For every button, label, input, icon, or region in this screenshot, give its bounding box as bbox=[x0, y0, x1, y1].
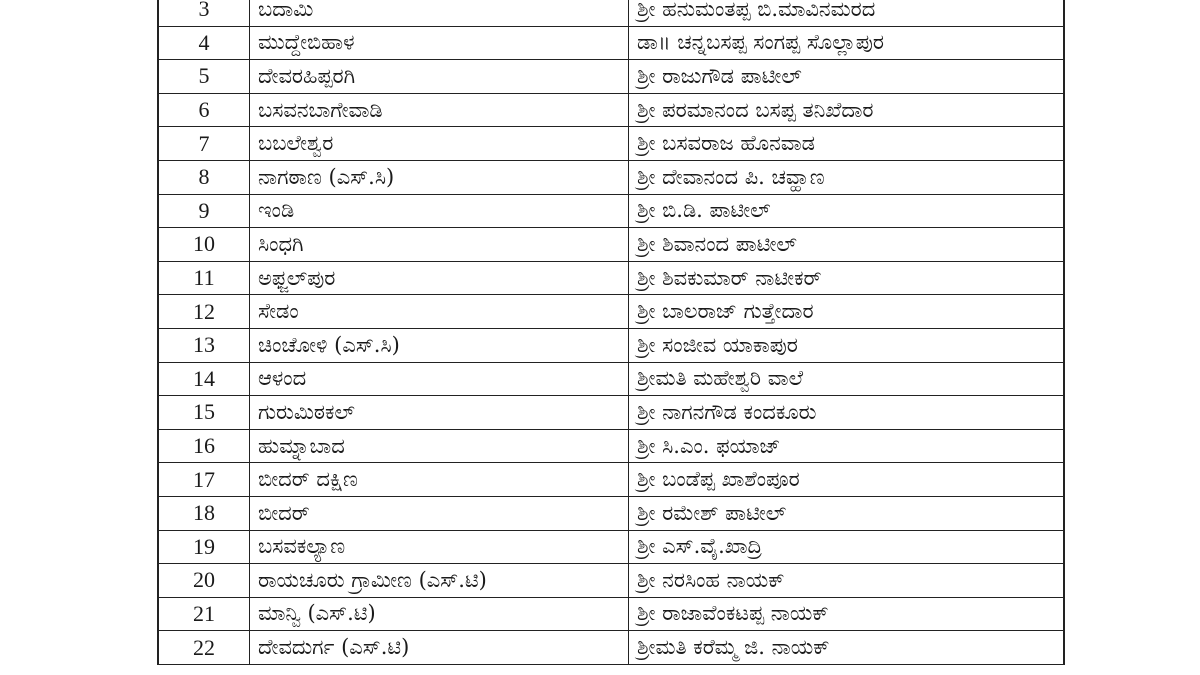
serial-number-cell: 10 bbox=[159, 228, 250, 261]
table-row bbox=[159, 598, 1063, 632]
serial-number-cell: 3 bbox=[159, 0, 250, 26]
table-row bbox=[159, 228, 1063, 262]
candidate-name-cell: ಶ್ರೀ ಶಿವಕುಮಾರ್ ನಾಟೀಕರ್ bbox=[637, 265, 822, 290]
candidate-name-cell: ಶ್ರೀ ಶಿವಾನಂದ ಪಾಟೀಲ್ bbox=[637, 231, 797, 256]
serial-number-cell: 21 bbox=[159, 598, 250, 631]
constituency-cell: ಹುಮ್ನಾಬಾದ bbox=[250, 430, 629, 463]
candidate-name-cell: ಶ್ರೀ ದೇವಾನಂದ ಪಿ. ಚವ್ಹಾಣ bbox=[637, 164, 825, 189]
candidate-name-cell: ಶ್ರೀ ನಾಗನಗೌಡ ಕಂದಕೂರು bbox=[637, 399, 817, 424]
table-row bbox=[159, 60, 1063, 94]
table-row bbox=[159, 94, 1063, 128]
table-row bbox=[159, 430, 1063, 464]
constituency-cell: ಇಂಡಿ bbox=[250, 195, 629, 228]
serial-number-cell: 5 bbox=[159, 60, 250, 93]
serial-number-cell: 16 bbox=[159, 430, 250, 463]
serial-number-cell: 6 bbox=[159, 94, 250, 127]
table-row bbox=[159, 463, 1063, 497]
candidate-name-cell: ಶ್ರೀಮತಿ ಕರೆಮ್ಮ ಜಿ. ನಾಯಕ್ bbox=[637, 635, 830, 660]
constituency-cell: ನಾಗಠಾಣ (ಎಸ್.ಸಿ) bbox=[250, 161, 629, 194]
table-row bbox=[159, 396, 1063, 430]
candidate-name-cell: ಶ್ರೀ ಸಂಜೀವ ಯಾಕಾಪುರ bbox=[637, 332, 798, 357]
constituency-cell: ಸೇಡಂ bbox=[250, 295, 629, 328]
constituency-cell: ಮಾನ್ವಿ (ಎಸ್.ಟಿ) bbox=[250, 598, 629, 631]
serial-number-cell: 11 bbox=[159, 262, 250, 295]
candidate-name-cell: ಶ್ರೀ ಬಿ.ಡಿ. ಪಾಟೀಲ್ bbox=[637, 198, 771, 223]
candidate-name-cell: ಶ್ರೀ ಬಾಲರಾಜ್ ಗುತ್ತೇದಾರ bbox=[637, 299, 814, 324]
constituency-cell: ಬಸವನಬಾಗೇವಾಡಿ bbox=[250, 94, 629, 127]
candidate-name-cell: ಶ್ರೀ ಸಿ.ಎಂ. ಫಯಾಜ್ bbox=[637, 433, 781, 458]
constituency-cell: ಗುರುಮಿಠಕಲ್ bbox=[250, 396, 629, 429]
serial-number-cell: 18 bbox=[159, 497, 250, 530]
constituency-cell: ದೇವದುರ್ಗ (ಎಸ್.ಟಿ) bbox=[250, 631, 629, 664]
serial-number-cell: 13 bbox=[159, 329, 250, 362]
serial-number-cell: 20 bbox=[159, 564, 250, 597]
candidate-name-cell: ಶ್ರೀ ಎಸ್.ವೈ.ಖಾದ್ರಿ bbox=[637, 534, 762, 559]
constituency-cell: ಬದಾಮಿ bbox=[250, 0, 629, 26]
candidate-name-cell: ಶ್ರೀ ರಾಜುಗೌಡ ಪಾಟೀಲ್ bbox=[637, 63, 802, 88]
table-row bbox=[159, 262, 1063, 296]
table-row bbox=[159, 0, 1063, 27]
serial-number-cell: 15 bbox=[159, 396, 250, 429]
candidate-name-cell: ಶ್ರೀ ಬಸವರಾಜ ಹೊನವಾಡ bbox=[637, 131, 816, 156]
candidate-name-cell: ಶ್ರೀಮತಿ ಮಹೇಶ್ವರಿ ವಾಲೆ bbox=[637, 366, 804, 391]
serial-number-cell: 7 bbox=[159, 127, 250, 160]
serial-number-cell: 22 bbox=[159, 631, 250, 664]
table-row bbox=[159, 295, 1063, 329]
constituency-cell: ಬಬಲೇಶ್ವರ bbox=[250, 127, 629, 160]
table-row bbox=[159, 564, 1063, 598]
candidate-list-table bbox=[157, 0, 1065, 665]
constituency-cell: ಬಸವಕಲ್ಯಾಣ bbox=[250, 531, 629, 564]
table-row bbox=[159, 329, 1063, 363]
candidate-name-cell: ಶ್ರೀ ಬಂಡೆಪ್ಪ ಖಾಶೆಂಪೂರ bbox=[637, 467, 800, 492]
table-row bbox=[159, 127, 1063, 161]
table-row bbox=[159, 363, 1063, 397]
serial-number-cell: 12 bbox=[159, 295, 250, 328]
table-row bbox=[159, 195, 1063, 229]
table-row bbox=[159, 497, 1063, 531]
candidate-name-cell: ಶ್ರೀ ಪರಮಾನಂದ ಬಸಪ್ಪ ತನಿಖೆದಾರ bbox=[637, 97, 874, 122]
constituency-cell: ಮುದ್ದೇಬಿಹಾಳ bbox=[250, 27, 629, 60]
candidate-name-cell: ಶ್ರೀ ರಾಜಾವೆಂಕಟಪ್ಪ ನಾಯಕ್ bbox=[637, 601, 829, 626]
candidate-name-cell: ಡಾ॥ ಚನ್ನಬಸಪ್ಪ ಸಂಗಪ್ಪ ಸೊಲ್ಲಾಪುರ bbox=[637, 30, 884, 55]
table-row bbox=[159, 631, 1063, 665]
serial-number-cell: 14 bbox=[159, 363, 250, 396]
serial-number-cell: 17 bbox=[159, 463, 250, 496]
constituency-cell: ಬೀದರ್ ದಕ್ಷಿಣ bbox=[250, 463, 629, 496]
constituency-cell: ಸಿಂಧಗಿ bbox=[250, 228, 629, 261]
candidate-name-cell: ಶ್ರೀ ನರಸಿಂಹ ನಾಯಕ್ bbox=[637, 567, 785, 592]
constituency-cell: ರಾಯಚೂರು ಗ್ರಾಮೀಣ (ಎಸ್.ಟಿ) bbox=[250, 564, 629, 597]
candidate-name-cell: ಶ್ರೀ ಹನುಮಂತಪ್ಪ ಬಿ.ಮಾವಿನಮರದ bbox=[637, 0, 876, 21]
constituency-cell: ದೇವರಹಿಪ್ಪರಗಿ bbox=[250, 60, 629, 93]
table-row bbox=[159, 27, 1063, 61]
table-row bbox=[159, 531, 1063, 565]
serial-number-cell: 19 bbox=[159, 531, 250, 564]
constituency-cell: ಆಳಂದ bbox=[250, 363, 629, 396]
constituency-cell: ಬೀದರ್ bbox=[250, 497, 629, 530]
serial-number-cell: 8 bbox=[159, 161, 250, 194]
constituency-cell: ಅಫ್ಜಲ್‌ಪುರ bbox=[250, 262, 629, 295]
candidate-name-cell: ಶ್ರೀ ರಮೇಶ್ ಪಾಟೀಲ್ bbox=[637, 500, 787, 525]
serial-number-cell: 9 bbox=[159, 195, 250, 228]
constituency-cell: ಚಿಂಚೋಳಿ (ಎಸ್.ಸಿ) bbox=[250, 329, 629, 362]
table-row bbox=[159, 161, 1063, 195]
serial-number-cell: 4 bbox=[159, 27, 250, 60]
